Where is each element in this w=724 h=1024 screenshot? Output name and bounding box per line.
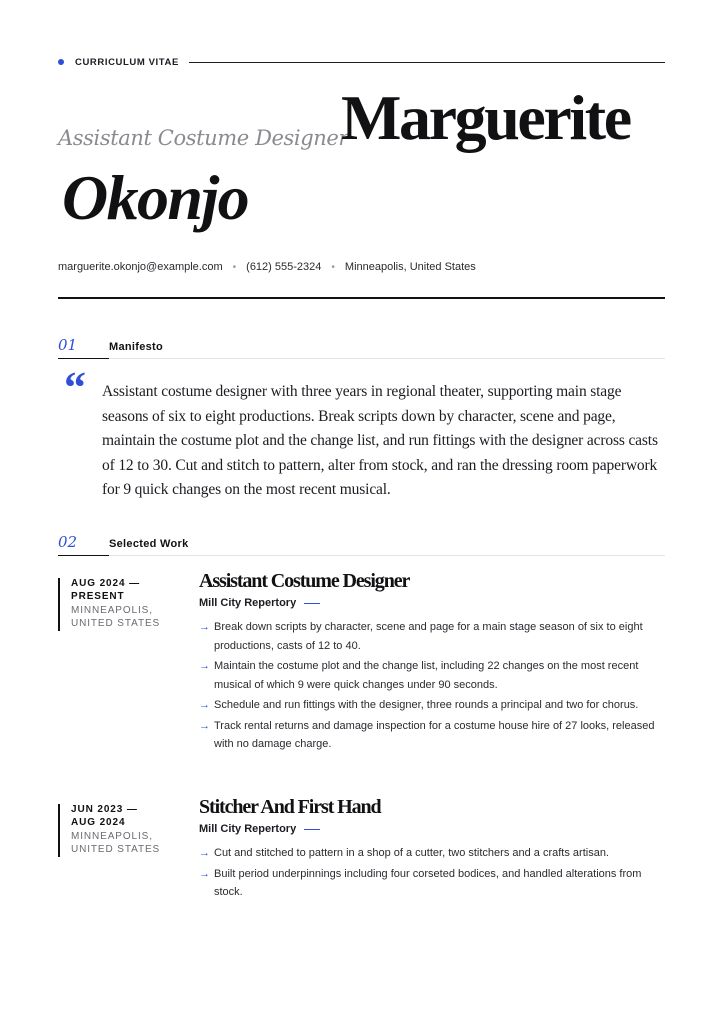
section-number: 02 [58,533,78,551]
header-divider [58,297,665,299]
bullet-text: Break down scripts by character, scene and page for a main stage season of six to eight productions, casts of 12 to 40. [214,621,643,652]
section-title: Selected Work [109,538,189,550]
job-location [71,831,181,856]
job-company [199,823,320,835]
job-location [71,605,181,630]
kicker-label: CURRICULUM VITAE [75,56,179,68]
job-bullets [199,844,669,904]
bullet-text: Schedule and run fittings with the designer, three rounds a principal and two for chorus. [214,699,639,711]
bullet-text: Cut and stitched to pattern in a shop of a cutter, two stitchers and a crafts artisan. [214,847,609,859]
section-head-work [58,533,665,557]
list-item [199,865,669,902]
job-company [199,597,320,609]
section-number: 01 [58,336,78,354]
job-date-bar [58,804,60,857]
arrow-right-icon: → [199,719,210,732]
bullet-text: Built period underpinnings including four corseted bodices, and handled alterations from stock. [214,867,642,898]
job-company-name: Mill City Repertory [199,823,297,835]
quote-mark-icon: “ [64,363,86,412]
bullet-text: Maintain the costume plot and the change list, including 22 changes on the most recent musical of which 9 were quick changes under 90 seconds. [214,660,639,691]
arrow-right-icon: → [199,660,210,672]
contact-line [58,261,476,273]
section-rule-accent [58,358,109,359]
job-company-name: Mill City Repertory [199,597,297,609]
job-date-start: JUN 2023 — [71,804,138,815]
contact-separator: • [232,261,237,273]
cv-kicker [58,55,665,69]
phone-link[interactable]: (612) 555-2324 [246,261,322,273]
job-date-end: AUG 2024 [71,816,126,828]
arrow-right-icon: → [199,867,210,880]
arrow-right-icon: → [199,621,210,633]
job-location-country: UNITED STATES [71,843,161,855]
job-location-city: MINNEAPOLIS, [71,605,153,616]
list-item [199,657,669,694]
company-dash [304,603,320,604]
kicker-rule [189,62,665,63]
list-item [199,696,669,715]
job-date-end: PRESENT [71,590,125,602]
arrow-right-icon: → [199,699,210,711]
last-name: Okonjo [62,162,248,233]
job-title: Assistant Costume Designer [199,570,410,592]
list-item [199,717,669,754]
job-location-city: MINNEAPOLIS, [71,831,153,842]
list-item [199,844,669,863]
job-title: Stitcher And First Hand [199,796,381,818]
section-rule-accent [58,555,109,556]
job-location-country: UNITED STATES [71,617,161,629]
accent-dot-icon [58,59,64,65]
manifesto-text: Assistant costume designer with three years in regional theater, supporting main stage seasons of six to eight productions. Break scripts down by character, scene and page, maintain the costume plot and the change list, and run fittings with the designer across casts of 12 to 30. Cut and stitch to pattern, alter from stock, and ran the dressing room paperwork for 9 quick changes on the most recent musical. [102,383,658,498]
section-rule [109,555,665,556]
section-head-manifesto [58,336,665,360]
job-dates [71,804,181,829]
contact-separator: • [331,261,335,273]
list-item [199,618,669,655]
role-title: Assistant Costume Designer [58,126,349,150]
email-link[interactable]: marguerite.okonjo@example.com [58,261,223,273]
job-dates [71,578,181,603]
company-dash [304,829,320,830]
job-bullets [199,618,669,756]
job-date-start: AUG 2024 — [71,578,141,589]
arrow-right-icon: → [199,847,210,859]
location-text: Minneapolis, United States [344,261,476,273]
section-rule [109,358,665,359]
section-title: Manifesto [109,341,164,353]
bullet-text: Track rental returns and damage inspection for a costume house hire of 27 looks, released with no damage charge. [214,719,655,750]
job-date-bar [58,578,60,631]
first-name: Marguerite [341,82,630,153]
